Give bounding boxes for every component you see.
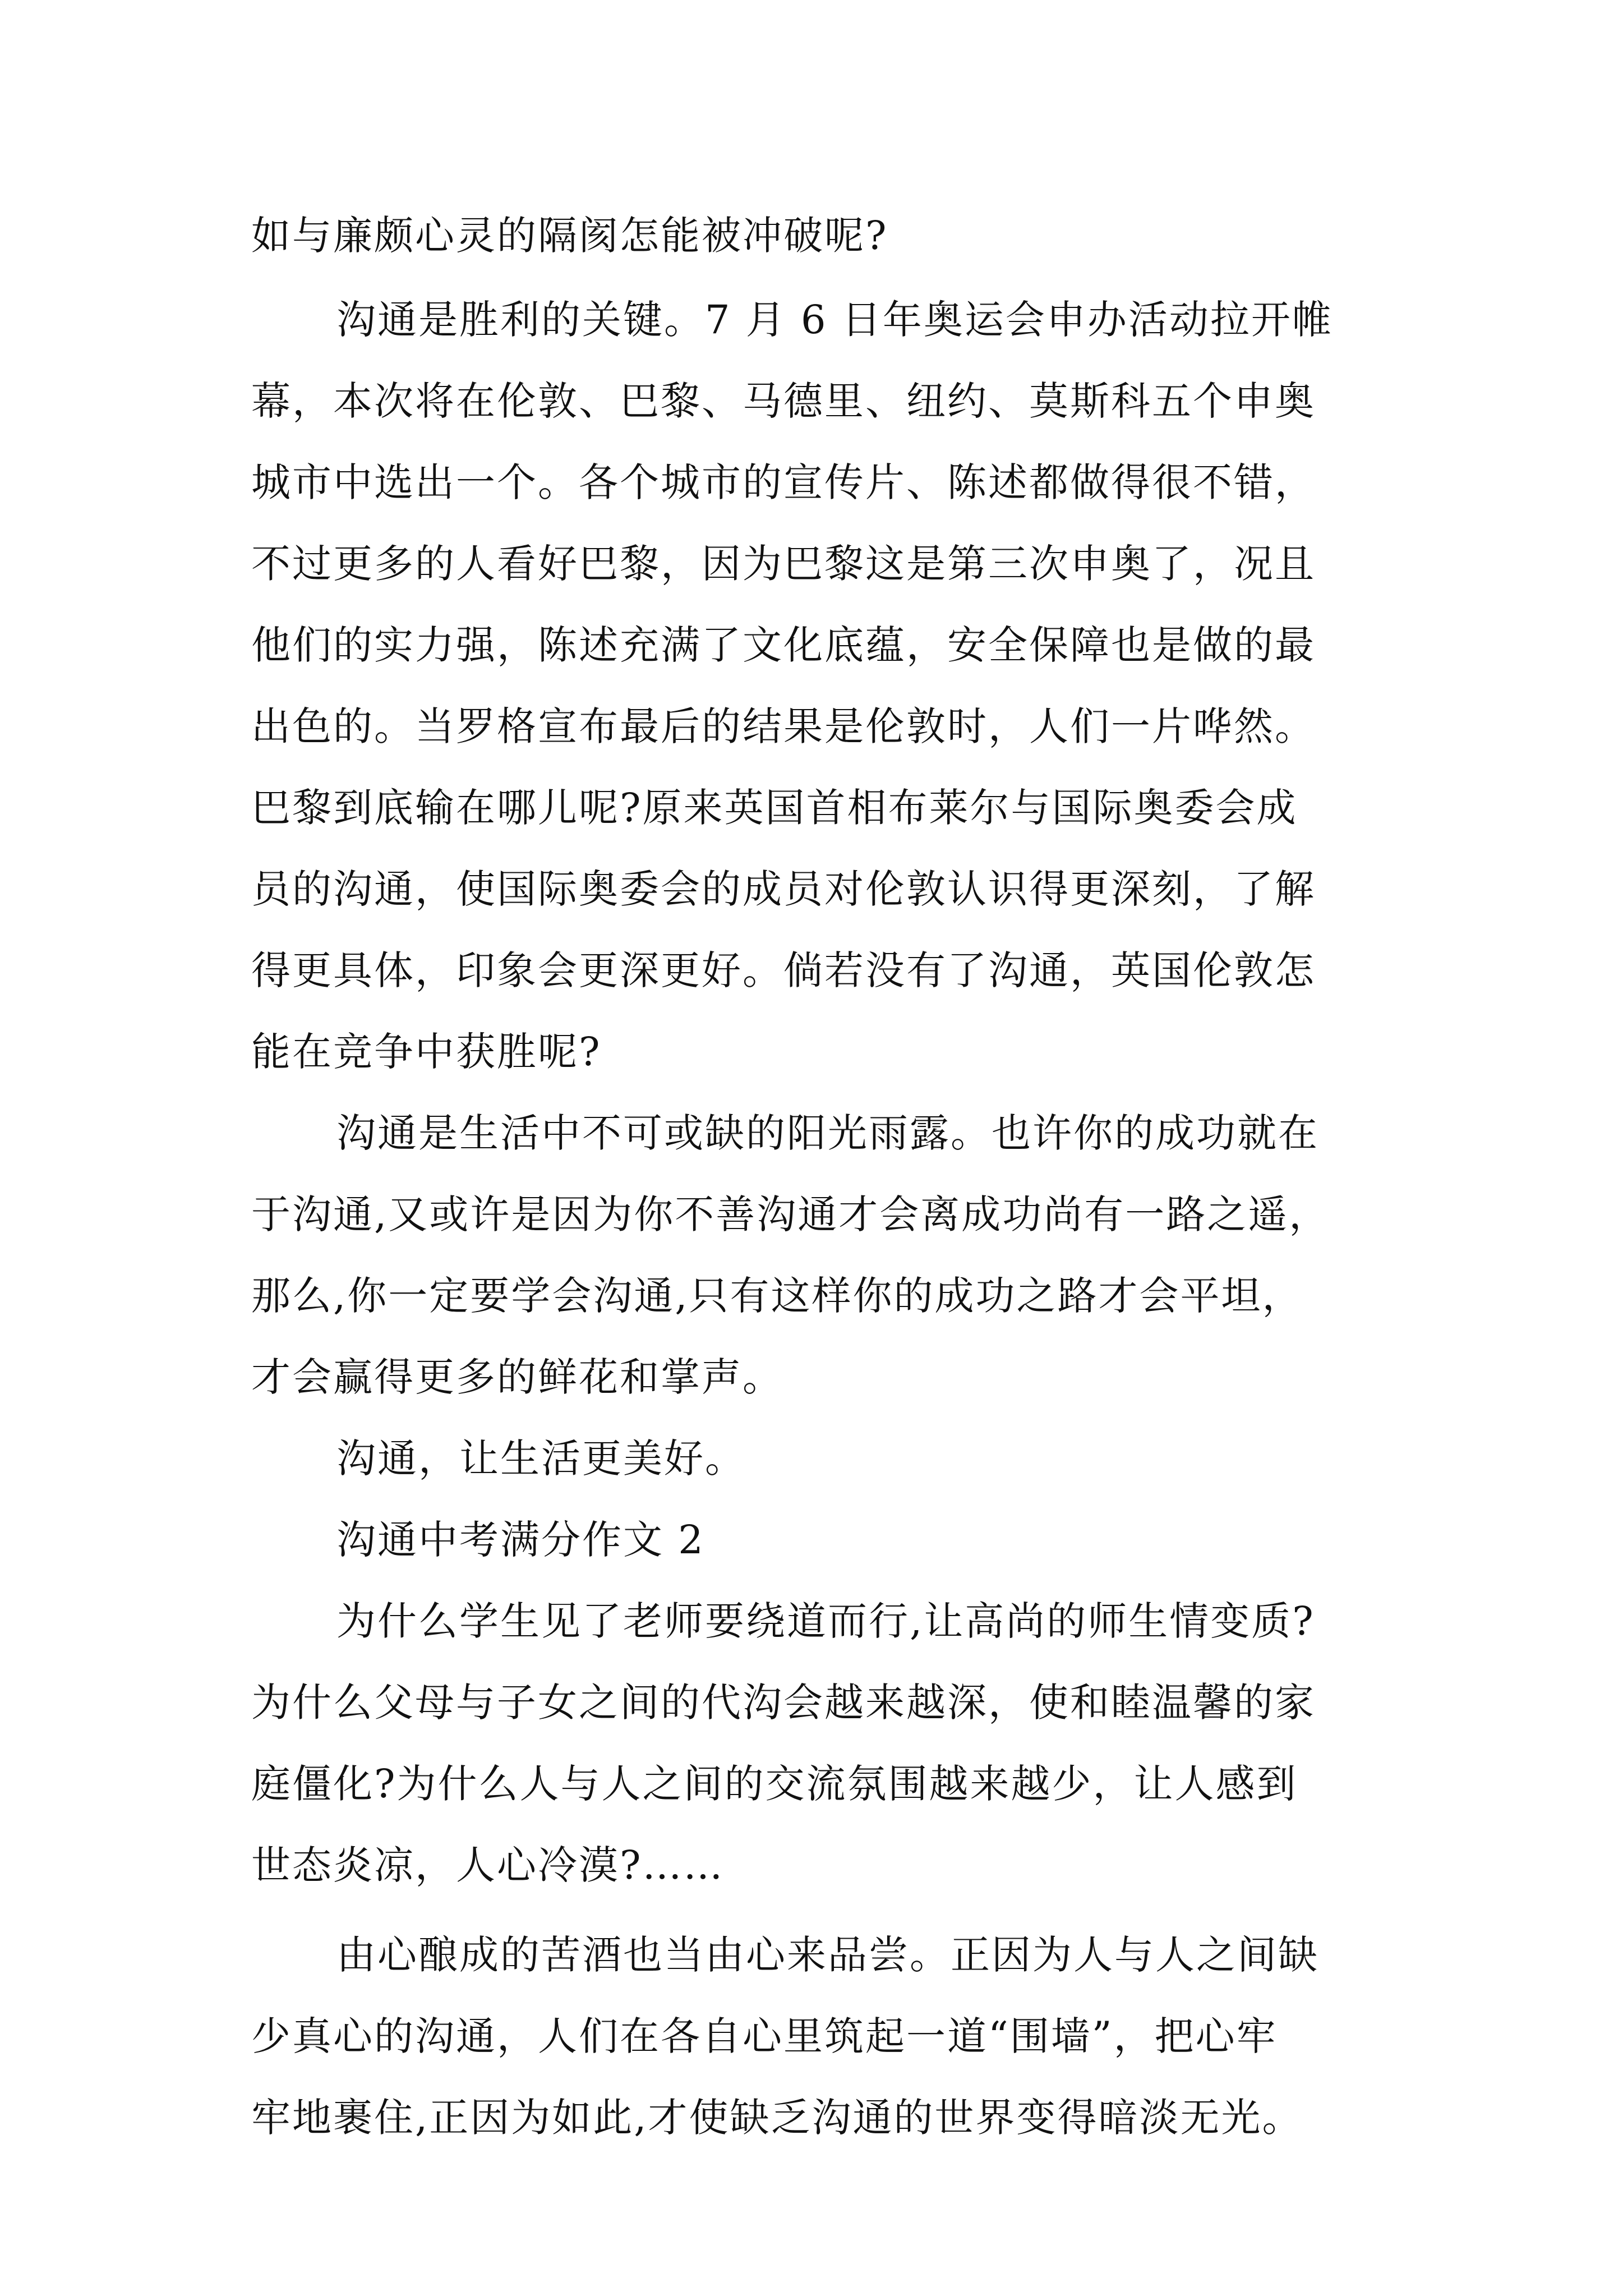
text-line: 那么,你一定要学会沟通,只有这样你的成功之路才会平坦， bbox=[251, 1273, 1303, 1319]
text-line: 出色的。当罗格宣布最后的结果是伦敦时，人们一片哗然。 bbox=[251, 703, 1316, 749]
text-line: 不过更多的人看好巴黎，因为巴黎这是第三次申奥了，况且 bbox=[251, 541, 1316, 587]
section-heading: 沟通中考满分作文 2 bbox=[336, 1517, 705, 1563]
text-line: 员的沟通，使国际奥委会的成员对伦敦认识得更深刻，了解 bbox=[251, 866, 1316, 912]
text-line: 为什么父母与子女之间的代沟会越来越深，使和睦温馨的家 bbox=[251, 1680, 1316, 1726]
text-line: 于沟通,又或许是因为你不善沟通才会离成功尚有一路之遥， bbox=[251, 1191, 1330, 1237]
text-line: 牢地裹住,正因为如此,才使缺乏沟通的世界变得暗淡无光。 bbox=[251, 2095, 1303, 2141]
paragraph-first-line: 为什么学生见了老师要绕道而行,让高尚的师生情变质? bbox=[336, 1598, 1315, 1644]
text-line: 他们的实力强，陈述充满了文化底蕴，安全保障也是做的最 bbox=[251, 622, 1316, 668]
text-line: 庭僵化?为什么人与人之间的交流氛围越来越少，让人感到 bbox=[251, 1761, 1298, 1807]
text-line: 少真心的沟通，人们在各自心里筑起一道“围墙”，把心牢 bbox=[251, 2013, 1278, 2059]
text-line: 城市中选出一个。各个城市的宣传片、陈述都做得很不错， bbox=[251, 459, 1316, 505]
text-line: 得更具体，印象会更深更好。倘若没有了沟通，英国伦敦怎 bbox=[251, 947, 1316, 993]
paragraph-first-line: 沟通是胜利的关键。7 月 6 日年奥运会申办活动拉开帷 bbox=[336, 297, 1333, 343]
text-line: 巴黎到底输在哪儿呢?原来英国首相布莱尔与国际奥委会成 bbox=[251, 785, 1298, 831]
text-line: 才会赢得更多的鲜花和掌声。 bbox=[251, 1354, 783, 1400]
paragraph-first-line: 由心酿成的苦酒也当由心来品尝。正因为人与人之间缺 bbox=[336, 1932, 1319, 1978]
text-line: 如与廉颇心灵的隔阂怎能被冲破呢? bbox=[251, 213, 888, 259]
text-line: 世态炎凉，人心冷漠?…… bbox=[251, 1842, 725, 1888]
text-line: 幕，本次将在伦敦、巴黎、马德里、纽约、莫斯科五个申奥 bbox=[251, 378, 1316, 424]
paragraph-first-line: 沟通，让生活更美好。 bbox=[336, 1435, 746, 1481]
text-line: 能在竞争中获胜呢? bbox=[251, 1029, 602, 1075]
paragraph-first-line: 沟通是生活中不可或缺的阳光雨露。也许你的成功就在 bbox=[336, 1110, 1319, 1156]
